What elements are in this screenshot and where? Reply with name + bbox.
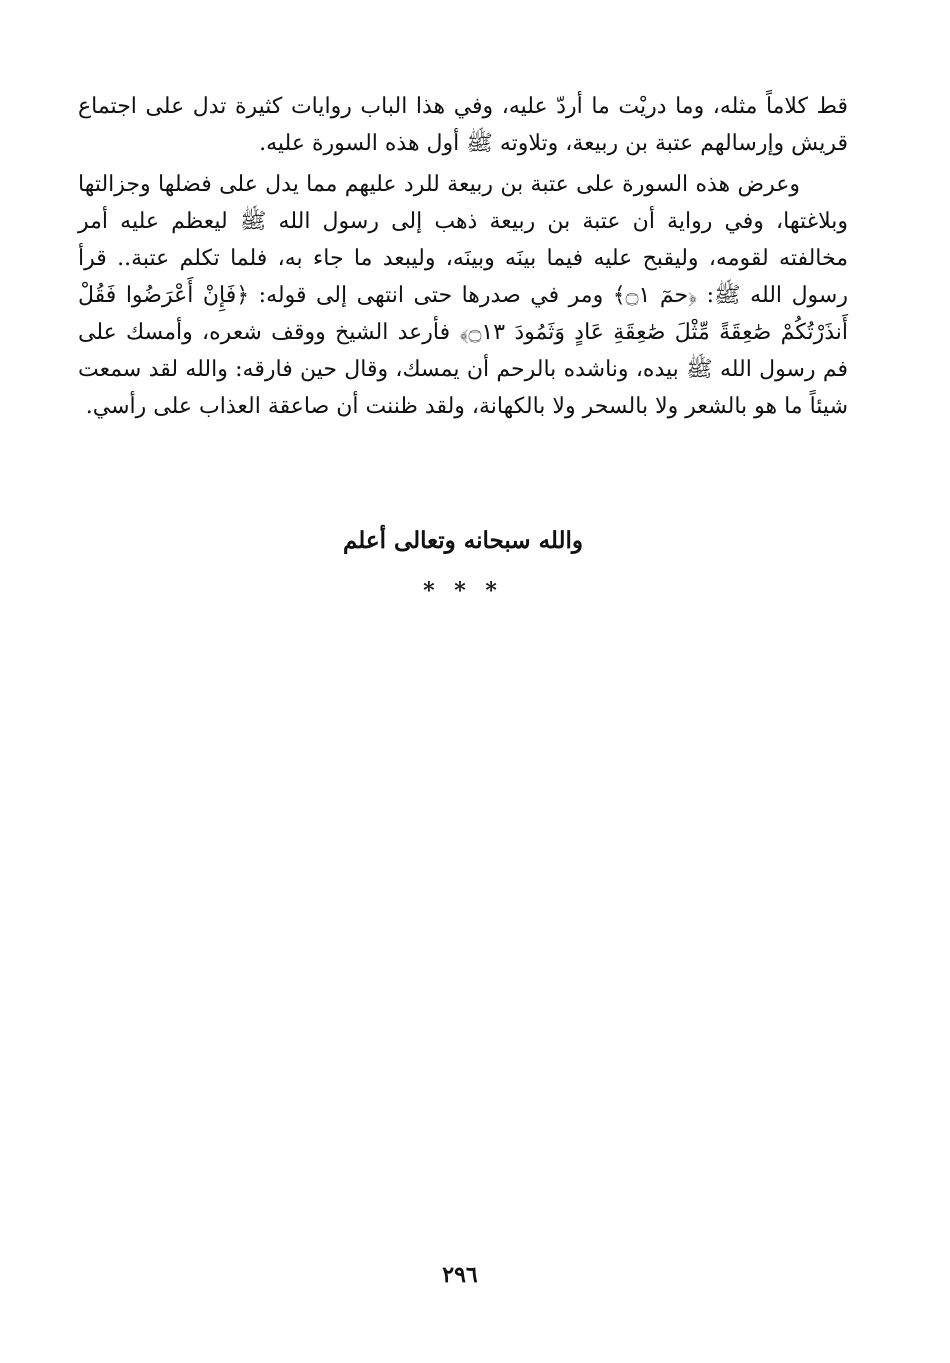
closing-phrase: والله سبحانه وتعالى أعلم (342, 527, 584, 554)
section-separator: * * * (423, 578, 503, 604)
paragraph-2: وعرض هذه السورة على عتبة بن ربيعة للرد عليهم مما يدل على فضلها وجزالتها وبلاغتها، وفي رواية أن عتبة بن ربيعة ذهب إلى رسول الله ﷺ ليعظم عليه أمر مخالفته لقومه، وليقبح عليه فيما بينَه وبينَه، وليبعد ما جاء به، فلما تكلم عتبة.. قرأ رسول الله ﷺ: ﴿حمٓ ۝١﴾ ومر في صدرها حتى انتهى إلى قوله: ﴿فَإِنْ أَعْرَضُوا فَقُلْ أَنذَرْتُكُمْ صَٰعِقَةً مِّثْلَ صَٰعِقَةِ عَادٍ وَثَمُودَ ۝١٣﴾ فأرعد الشيخ ووقف شعره، وأمسك على فم رسول الله ﷺ بيده، وناشده بالرحم أن يمسك، وقال حين فارقه: والله لقد سمعت شيئاً ما هو بالشعر ولا بالسحر ولا بالكهانة، ولقد ظننت أن صاعقة العذاب على رأسي. (78, 172, 848, 419)
paragraph-1: قط كلاماً مثله، وما دريْت ما أردّ عليه، وفي هذا الباب روايات كثيرة تدل على اجتماع قريش وإرسالهم عتبة بن ربيعة، وتلاوته ﷺ أول هذه السورة عليه. (78, 94, 848, 156)
body-text (78, 88, 848, 425)
page-number: ٢٩٦ (442, 1262, 478, 1288)
